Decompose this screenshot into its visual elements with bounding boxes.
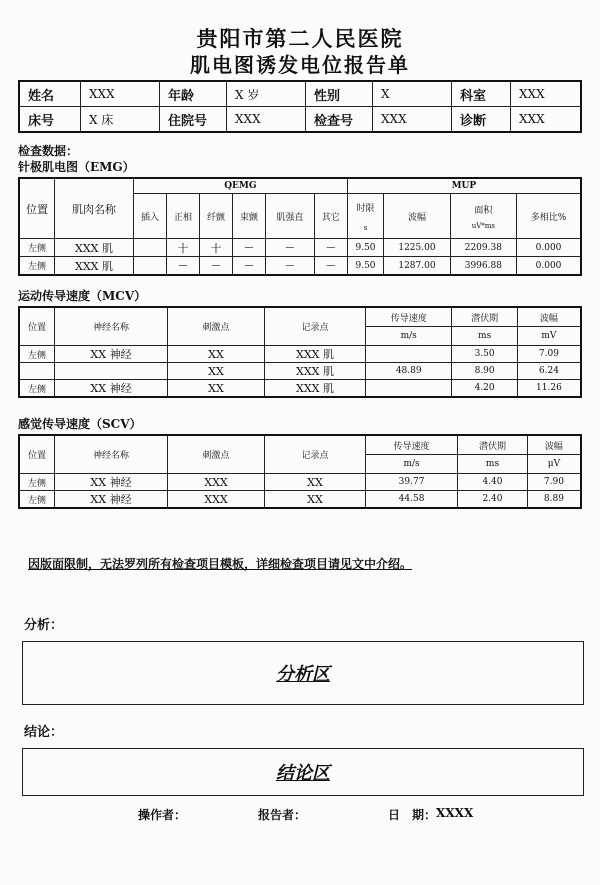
title-block <box>18 0 582 78</box>
scv-col-latency: 潜伏期 <box>458 435 528 455</box>
dept-label: 科室 <box>452 81 511 107</box>
mcv-row-latency: 8.90 <box>452 363 517 380</box>
mcv-table <box>18 306 582 398</box>
mcv-row-velocity: 48.89 <box>366 363 452 380</box>
emg-row-myotonia: — <box>266 257 315 276</box>
mcv-unit-velocity: m/s <box>366 327 452 346</box>
mcv-row-record: XXX 肌 <box>265 363 366 380</box>
emg-row-duration: 9.50 <box>347 257 384 276</box>
mcv-col-stim: 刺激点 <box>168 307 265 346</box>
age-label: 年龄 <box>160 81 227 107</box>
exam-number-label: 检查号 <box>306 107 373 133</box>
emg-row-muscle: XXX 肌 <box>55 239 134 257</box>
emg-row-fibrillation: 十 <box>200 239 233 257</box>
emg-row-amplitude: 1225.00 <box>384 239 450 257</box>
scv-unit-amplitude: μV <box>527 455 581 474</box>
mcv-row-position <box>19 363 55 380</box>
emg-row <box>19 239 581 257</box>
emg-row-amplitude: 1287.00 <box>384 257 450 276</box>
scv-row-velocity: 39.77 <box>366 474 458 491</box>
name-value: XXX <box>81 81 160 107</box>
mcv-unit-latency: ms <box>452 327 517 346</box>
mcv-row-nerve: XX 神经 <box>55 380 168 398</box>
emg-row-muscle: XXX 肌 <box>55 257 134 276</box>
emg-area-unit: uV*ms <box>471 221 495 230</box>
emg-row <box>19 257 581 276</box>
emg-row-positive: 十 <box>167 239 200 257</box>
age-value: X 岁 <box>227 81 306 107</box>
emg-row-polyphasic: 0.000 <box>517 239 581 257</box>
scv-unit-velocity: m/s <box>366 455 458 474</box>
dept-value: XXX <box>511 81 582 107</box>
emg-row-insertion <box>134 257 167 276</box>
emg-area-label: 面积 <box>474 205 493 216</box>
emg-row-area: 3996.88 <box>450 257 516 276</box>
emg-col-fasciculation: 束颤 <box>233 194 266 239</box>
diagnosis-label: 诊断 <box>452 107 511 133</box>
scv-row-nerve: XX 神经 <box>55 474 168 491</box>
mcv-row-nerve <box>55 363 168 380</box>
date-label: 日 期： <box>388 808 437 822</box>
emg-row-polyphasic: 0.000 <box>517 257 581 276</box>
emg-group-mup: MUP <box>347 178 581 194</box>
bed-label: 床号 <box>19 107 81 133</box>
emg-table <box>18 177 582 276</box>
scv-row-position: 左侧 <box>19 491 55 509</box>
emg-row-position: 左侧 <box>19 239 55 257</box>
scv-row-record: XX <box>265 474 366 491</box>
mcv-row-nerve: XX 神经 <box>55 346 168 363</box>
layout-notice: 因版面限制，无法罗列所有检查项目模板，详细检查项目请见文中介绍。 <box>28 557 413 571</box>
mcv-row-latency: 3.50 <box>452 346 517 363</box>
exam-number-value: XXX <box>373 107 452 133</box>
scv-unit-latency: ms <box>458 455 528 474</box>
emg-duration-unit: s <box>363 223 368 232</box>
scv-row-stim: XXX <box>168 474 265 491</box>
mcv-row-position: 左侧 <box>19 346 55 363</box>
emg-heading: 针极肌电图（EMG） <box>18 160 135 174</box>
conclusion-box[interactable] <box>22 748 584 796</box>
mcv-col-record: 记录点 <box>265 307 366 346</box>
mcv-row-velocity <box>366 346 452 363</box>
emg-row-other: — <box>314 239 347 257</box>
emg-col-positive: 正相 <box>167 194 200 239</box>
scv-row-latency: 4.40 <box>458 474 528 491</box>
mcv-heading: 运动传导速度（MCV） <box>18 289 147 303</box>
date-value: XXXX <box>436 806 474 820</box>
scv-row-position: 左侧 <box>19 474 55 491</box>
emg-row-insertion <box>134 239 167 257</box>
scv-row-record: XX <box>265 491 366 509</box>
emg-col-amplitude: 波幅 <box>384 194 450 239</box>
emg-row-fibrillation: — <box>200 257 233 276</box>
scv-row-nerve: XX 神经 <box>55 491 168 509</box>
mcv-row-latency: 4.20 <box>452 380 517 398</box>
scv-col-nerve: 神经名称 <box>55 435 168 474</box>
mcv-row-record: XXX 肌 <box>265 380 366 398</box>
emg-row-fasciculation: — <box>233 239 266 257</box>
mcv-col-amplitude: 波幅 <box>517 307 581 327</box>
report-title: 肌电图诱发电位报告单 <box>190 53 410 77</box>
mcv-col-velocity: 传导速度 <box>366 307 452 327</box>
emg-col-myotonia: 肌强直 <box>266 194 315 239</box>
emg-duration-label: 时限 <box>356 203 375 214</box>
bed-value: X 床 <box>81 107 160 133</box>
reporter-label: 报告者： <box>258 808 307 822</box>
mcv-col-latency: 潜伏期 <box>452 307 517 327</box>
emg-row-other: — <box>314 257 347 276</box>
scv-row <box>19 474 581 491</box>
analysis-placeholder: 分析区 <box>276 664 330 685</box>
diagnosis-value: XXX <box>511 107 582 133</box>
scv-row-amplitude: 8.89 <box>527 491 581 509</box>
name-label: 姓名 <box>19 81 81 107</box>
scv-col-velocity: 传导速度 <box>366 435 458 455</box>
scv-row-stim: XXX <box>168 491 265 509</box>
mcv-row <box>19 380 581 398</box>
mcv-row-amplitude: 6.24 <box>517 363 581 380</box>
emg-row-positive: — <box>167 257 200 276</box>
sex-value: X <box>373 81 452 107</box>
mcv-row-amplitude: 11.26 <box>517 380 581 398</box>
scv-col-record: 记录点 <box>265 435 366 474</box>
operator-label: 操作者： <box>138 808 187 822</box>
conclusion-label: 结论： <box>24 725 64 740</box>
analysis-box[interactable] <box>22 641 584 705</box>
mcv-row-record: XXX 肌 <box>265 346 366 363</box>
exam-data-heading: 检查数据： <box>18 144 79 158</box>
emg-row-duration: 9.50 <box>347 239 384 257</box>
mcv-row-stim: XX <box>168 363 265 380</box>
mcv-col-position: 位置 <box>19 307 55 346</box>
mcv-row-amplitude: 7.09 <box>517 346 581 363</box>
sex-label: 性别 <box>306 81 373 107</box>
mcv-row <box>19 346 581 363</box>
hospital-name: 贵阳市第二人民医院 <box>196 26 404 51</box>
mcv-col-nerve: 神经名称 <box>55 307 168 346</box>
emg-row-position: 左侧 <box>19 257 55 276</box>
emg-group-qemg: QEMG <box>134 178 348 194</box>
conclusion-placeholder: 结论区 <box>276 763 330 784</box>
scv-col-amplitude: 波幅 <box>527 435 581 455</box>
scv-row-latency: 2.40 <box>458 491 528 509</box>
scv-row-amplitude: 7.90 <box>527 474 581 491</box>
mcv-row-position: 左侧 <box>19 380 55 398</box>
emg-col-duration <box>347 194 384 239</box>
emg-col-muscle: 肌肉名称 <box>55 178 134 239</box>
admission-label: 住院号 <box>160 107 227 133</box>
scv-col-position: 位置 <box>19 435 55 474</box>
scv-heading: 感觉传导速度（SCV） <box>18 417 142 431</box>
emg-col-area <box>450 194 516 239</box>
emg-row-area: 2209.38 <box>450 239 516 257</box>
scv-col-stim: 刺激点 <box>168 435 265 474</box>
analysis-label: 分析： <box>24 618 64 633</box>
emg-col-fibrillation: 纤颤 <box>200 194 233 239</box>
mcv-row-velocity <box>366 380 452 398</box>
emg-row-myotonia: — <box>266 239 315 257</box>
mcv-row-stim: XX <box>168 380 265 398</box>
emg-col-insertion: 插入 <box>134 194 167 239</box>
mcv-row <box>19 363 581 380</box>
admission-value: XXX <box>227 107 306 133</box>
mcv-row-stim: XX <box>168 346 265 363</box>
emg-col-polyphasic: 多相比% <box>517 194 581 239</box>
scv-row <box>19 491 581 509</box>
patient-info-table <box>18 80 582 133</box>
signature-footer <box>18 806 582 823</box>
scv-row-velocity: 44.58 <box>366 491 458 509</box>
mcv-unit-amplitude: mV <box>517 327 581 346</box>
emg-col-other: 其它 <box>314 194 347 239</box>
scv-table <box>18 434 582 509</box>
emg-row-fasciculation: — <box>233 257 266 276</box>
emg-col-position: 位置 <box>19 178 55 239</box>
